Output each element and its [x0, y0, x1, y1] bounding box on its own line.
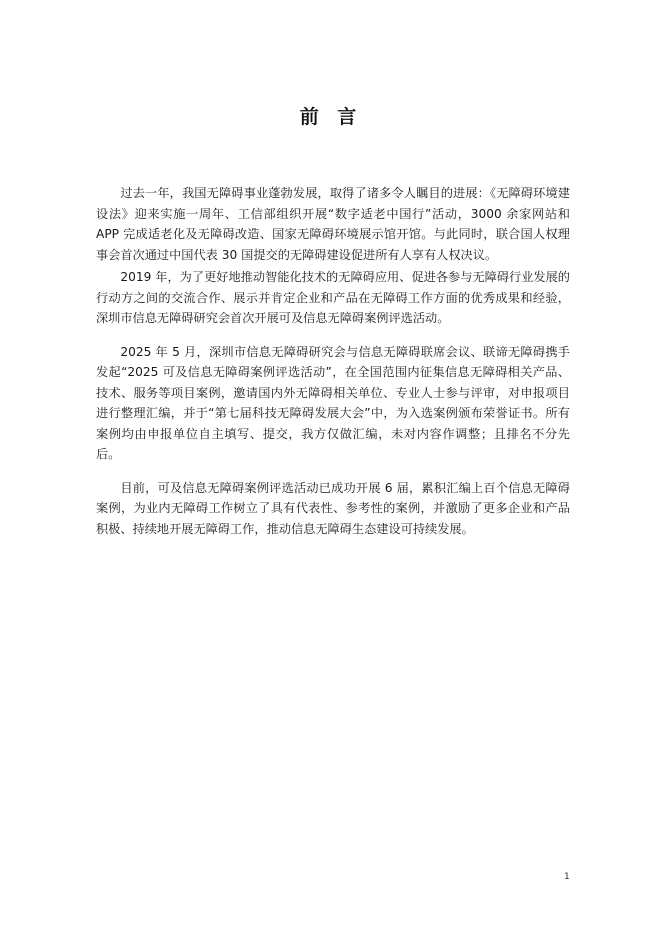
paragraph-1: 过去一年，我国无障碍事业蓬勃发展，取得了诸多令人瞩目的进展：《无障碍环境建设法》迎来实施一周年、工信部组织开展“数字适老中国行”活动，3000 余家网站和 APP 完成适老化及无障碍改造、国家无障碍环境展示馆开馆。与此同时，联合国人权理事会首次通过中国代表 30 国提交的无障碍建设促进所有人享有人权决议。	[96, 186, 570, 262]
paragraph-2: 2019 年，为了更好地推动智能化技术的无障碍应用、促进各参与无障碍行业发展的行动方之间的交流合作、展示并肯定企业和产品在无障碍工作方面的优秀成果和经验，深圳市信息无障碍研究会首次开展可及信息无障碍案例评选活动。	[96, 270, 570, 325]
paragraph-3: 2025 年 5 月，深圳市信息无障碍研究会与信息无障碍联席会议、联谛无障碍携手发起“2025 可及信息无障碍案例评选活动”，在全国范围内征集信息无障碍相关产品、技术、服务等项目案例，邀请国内外无障碍相关单位、专业人士参与评审，对申报项目进行整理汇编，并于“第七届科技无障碍发展大会”中，为入选案例颁布荣誉证书。所有案例均由申报单位自主填写、提交，我方仅做汇编，未对内容作调整；且排名不分先后。	[96, 344, 570, 461]
page-title: 前 言	[299, 106, 363, 128]
preface-body	[96, 183, 570, 539]
page-number: 1	[564, 872, 570, 882]
paragraph-4: 目前，可及信息无障碍案例评选活动已成功开展 6 届，累积汇编上百个信息无障碍案例，为业内无障碍工作树立了具有代表性、参考性的案例，并激励了更多企业和产品积极、持续地开展无障碍工作，推动信息无障碍生态建设可持续发展。	[96, 480, 570, 536]
